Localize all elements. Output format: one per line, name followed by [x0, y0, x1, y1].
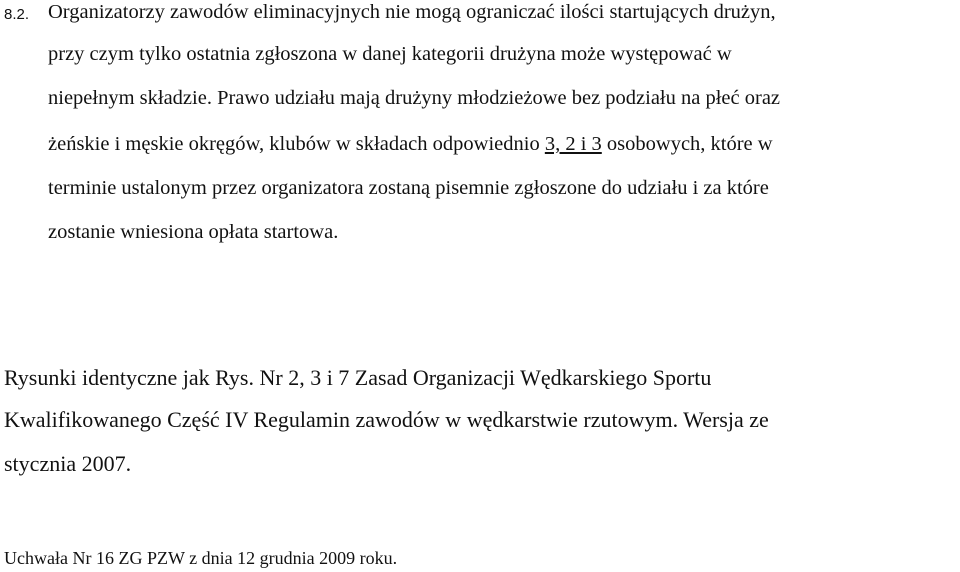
reference-line: Kwalifikowanego Część IV Regulamin zawodów w wędkarstwie rzutowym. Wersja ze [4, 407, 769, 432]
line-text: żeńskie i męskie okręgów, klubów w składach odpowiednio [48, 133, 545, 155]
paragraph-line: terminie ustalonym przez organizatora zostaną pisemnie zgłoszone do udziału i za które [48, 177, 769, 199]
underlined-team-sizes: 3, 2 i 3 [544, 133, 602, 155]
paragraph-line [48, 132, 773, 156]
section-number: 8.2. [4, 6, 30, 23]
reference-line: stycznia 2007. [4, 451, 132, 476]
paragraph-line: niepełnym składzie. Prawo udziału mają drużyny młodzieżowe bez podziału na płeć oraz [48, 87, 781, 109]
reference-line: Rysunki identyczne jak Rys. Nr 2, 3 i 7 Zasad Organizacji Wędkarskiego Sportu [4, 365, 712, 390]
resolution-note: Uchwała Nr 16 ZG PZW z dnia 12 grudnia 2009 roku. [4, 548, 398, 568]
paragraph-line: przy czym tylko ostatnia zgłoszona w danej kategorii drużyna może występować w [48, 43, 732, 65]
line-text: osobowych, które w [601, 133, 773, 155]
paragraph-line: Organizatorzy zawodów eliminacyjnych nie mogą ograniczać ilości startujących drużyn, [48, 1, 776, 23]
paragraph-line: zostanie wniesiona opłata startowa. [48, 221, 339, 243]
